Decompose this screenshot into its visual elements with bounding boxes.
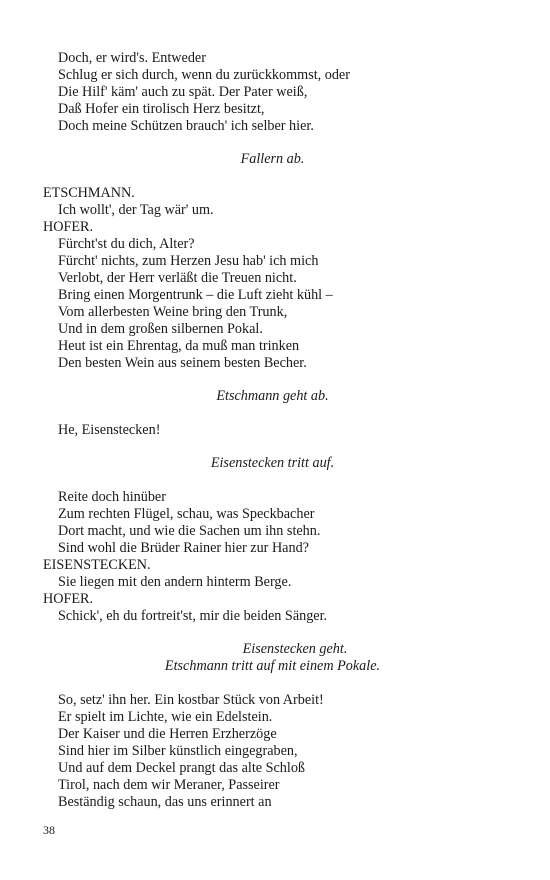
verse-line: Zum rechten Flügel, schau, was Speckbacher — [58, 506, 315, 522]
verse-line: Bring einen Morgentrunk – die Luft zieht kühl – — [58, 287, 333, 303]
stage-direction: Eisenstecken geht. — [242, 641, 348, 657]
speaker-name: ETSCHMANN. — [43, 185, 135, 201]
verse-line: Doch meine Schützen brauch' ich selber hier. — [58, 118, 314, 134]
verse-line: Dort macht, und wie die Sachen um ihn stehn. — [58, 523, 321, 539]
verse-line: Vom allerbesten Weine bring den Trunk, — [58, 304, 288, 320]
verse-line: Doch, er wird's. Entweder — [58, 50, 206, 66]
speaker-name: HOFER. — [43, 591, 94, 607]
page-number: 38 — [43, 823, 55, 837]
verse-line: Ich wollt', der Tag wär' um. — [58, 202, 214, 218]
verse-line: Sind hier im Silber künstlich eingegraben, — [58, 743, 298, 759]
speaker-name: EISENSTECKEN. — [43, 557, 151, 573]
verse-line: Heut ist ein Ehrentag, da muß man trinken — [58, 338, 300, 354]
verse-line: Und in dem großen silbernen Pokal. — [58, 321, 263, 337]
verse-line: Daß Hofer ein tirolisch Herz besitzt, — [58, 101, 265, 117]
verse-line: Die Hilf' käm' auch zu spät. Der Pater weiß, — [58, 84, 308, 100]
stage-direction: Etschmann tritt auf mit einem Pokale. — [164, 658, 381, 674]
verse-line: Beständig schaun, das uns erinnert an — [58, 794, 272, 810]
verse-line: Sind wohl die Brüder Rainer hier zur Hand? — [58, 540, 309, 556]
verse-line: Schick', eh du fortreit'st, mir die beiden Sänger. — [58, 608, 328, 624]
verse-line: So, setz' ihn her. Ein kostbar Stück von Arbeit! — [58, 692, 324, 708]
stage-direction: Etschmann geht ab. — [216, 388, 329, 404]
verse-line: Und auf dem Deckel prangt das alte Schloß — [58, 760, 306, 776]
verse-line: Verlobt, der Herr verläßt die Treuen nicht. — [58, 270, 297, 286]
speaker-name: HOFER. — [43, 219, 94, 235]
verse-line: Schlug er sich durch, wenn du zurückkommst, oder — [58, 67, 350, 83]
verse-line: Sie liegen mit den andern hinterm Berge. — [58, 574, 292, 590]
verse-line: Fürcht'st du dich, Alter? — [58, 236, 195, 252]
verse-line: Fürcht' nichts, zum Herzen Jesu hab' ich mich — [58, 253, 319, 269]
stage-direction: Fallern ab. — [240, 151, 305, 167]
verse-line: Er spielt im Lichte, wie ein Edelstein. — [58, 709, 273, 725]
verse-line: He, Eisenstecken! — [58, 422, 161, 438]
stage-direction: Eisenstecken tritt auf. — [210, 455, 335, 471]
verse-line: Tirol, nach dem wir Meraner, Passeirer — [58, 777, 280, 793]
verse-line: Der Kaiser und die Herren Erzherzöge — [58, 726, 277, 742]
verse-line: Den besten Wein aus seinem besten Becher. — [58, 355, 307, 371]
verse-line: Reite doch hinüber — [58, 489, 166, 505]
